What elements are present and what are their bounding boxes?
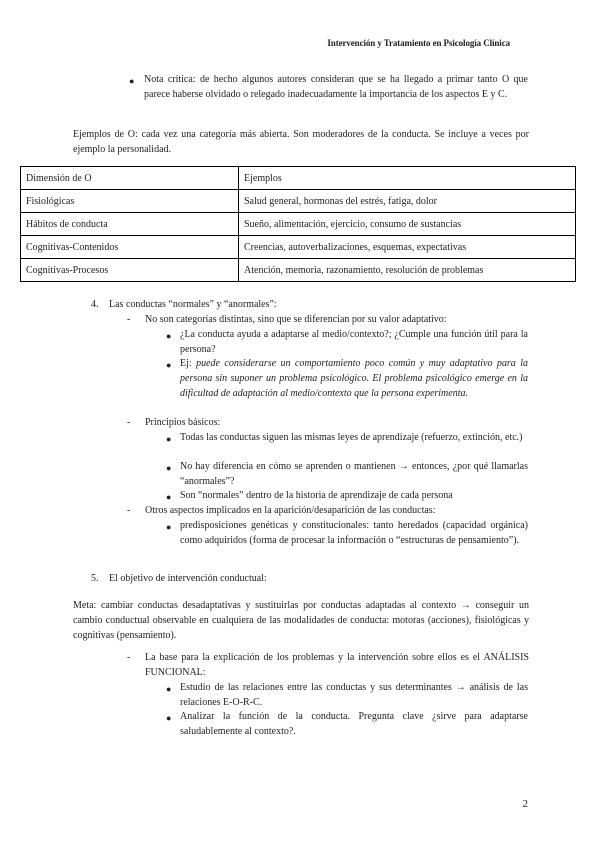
section-4-dash-3: Otros aspectos implicados en la aparición/desaparición de las conductas:: [145, 505, 436, 516]
analysis-bullet-1: Estudio de las relaciones entre las conductas y sus determinantes → análisis de las relaciones E-O-R-C.: [180, 682, 528, 708]
table-cell: Cognitivas-Contenidos: [21, 236, 239, 259]
section-4-title: Las conductas “normales” y “anormales”:: [109, 299, 277, 310]
section-4-number: 4.: [91, 299, 99, 310]
table-header-row: [21, 167, 576, 190]
section-4-dash-2-bullet-1: Todas las conductas siguen las mismas leyes de aprendizaje (refuerzo, extinción, etc.): [180, 432, 523, 443]
example-italic-text: puede considerarse un comportamiento poco común y muy adaptativo para la persona sin suponer un problema psicológico. El problema psicológico emerge en la dificultad de adaptación al medio/contexto que la persona experimenta.: [180, 358, 528, 399]
bullet-icon: ●: [166, 463, 172, 473]
bullet-icon: ●: [129, 76, 135, 86]
note-critica: Nota crítica: de hecho algunos autores consideran que se ha llegado a primar tanto O que parece haberse olvidado o relegado inadecuadamente la importancia de los aspectos E y C.: [144, 74, 528, 100]
table-row: [21, 236, 576, 259]
dash-icon: -: [127, 314, 131, 325]
section-4-dash-1: No son categorías distintas, sino que se diferencian por su valor adaptativo:: [145, 314, 447, 325]
dimensions-table: [20, 166, 576, 282]
section-4-dash-2: Principios básicos:: [145, 417, 221, 428]
table-header-cell: Ejemplos: [239, 167, 576, 190]
bullet-icon: ●: [166, 522, 172, 532]
table-cell: Fisiológicas: [21, 190, 239, 213]
section-5-number: 5.: [91, 573, 99, 584]
bullet-icon: ●: [166, 331, 172, 341]
table-row: [21, 190, 576, 213]
table-row: [21, 213, 576, 236]
dash-icon: -: [127, 505, 131, 516]
table-cell: Hábitos de conducta: [21, 213, 239, 236]
table-row: [21, 259, 576, 282]
section-4-dash-1-bullet-2: [180, 356, 528, 401]
section-4-dash-2-bullet-3: Son “normales” dentro de la historia de aprendizaje de cada persona: [180, 490, 453, 501]
examples-intro: Ejemplos de O: cada vez una categoría más abierta. Son moderadores de la conducta. Se incluye a veces por ejemplo la personalidad.: [73, 129, 529, 155]
bullet-icon: ●: [166, 684, 172, 694]
example-prefix: Ej:: [180, 358, 192, 369]
bullet-icon: ●: [166, 713, 172, 723]
dash-icon: -: [127, 652, 131, 663]
running-header: Intervención y Tratamiento en Psicología Clínica: [327, 38, 510, 48]
bullet-icon: ●: [166, 434, 172, 444]
meta-paragraph: Meta: cambiar conductas desadaptativas y sustituirlas por conductas adaptadas al contexto → conseguir un cambio conductual observable en cualquiera de las modalidades de conducta: motoras (acciones), fisiológicas y cognitivas (pensamiento).: [73, 600, 529, 641]
table-cell: Sueño, alimentación, ejercicio, consumo de sustancias: [239, 213, 576, 236]
section-5-title: El objetivo de intervención conductual:: [109, 573, 267, 584]
section-4-dash-2-bullet-2: No hay diferencia en cómo se aprenden o mantienen → entonces, ¿por qué llamarlas “anormales”?: [180, 461, 528, 487]
dash-icon: -: [127, 417, 131, 428]
table-cell: Salud general, hormonas del estrés, fatiga, dolor: [239, 190, 576, 213]
bullet-icon: ●: [166, 492, 172, 502]
table-cell: Atención, memoria, razonamiento, resolución de problemas: [239, 259, 576, 282]
table-cell: Creencias, autoverbalizaciones, esquemas, expectativas: [239, 236, 576, 259]
section-4-dash-1-bullet-1: ¿La conducta ayuda a adaptarse al medio/contexto?; ¿Cumple una función útil para la persona?: [180, 329, 528, 355]
table-cell: Cognitivas-Procesos: [21, 259, 239, 282]
analysis-dash: La base para la explicación de los problemas y la intervención sobre ellos es el ANÁLISIS FUNCIONAL:: [145, 652, 529, 678]
section-4-dash-3-bullet-1: predisposiciones genéticas y constitucionales: tanto heredados (capacidad orgánica) como adquiridos (forma de procesar la información o “estructuras de pensamiento”).: [180, 520, 528, 546]
page-number: 2: [522, 798, 528, 810]
analysis-bullet-2: Analizar la función de la conducta. Pregunta clave ¿sirve para adaptarse saludablemente al contexto?.: [180, 711, 528, 737]
bullet-icon: ●: [166, 360, 172, 370]
table-header-cell: Dimensión de O: [21, 167, 239, 190]
